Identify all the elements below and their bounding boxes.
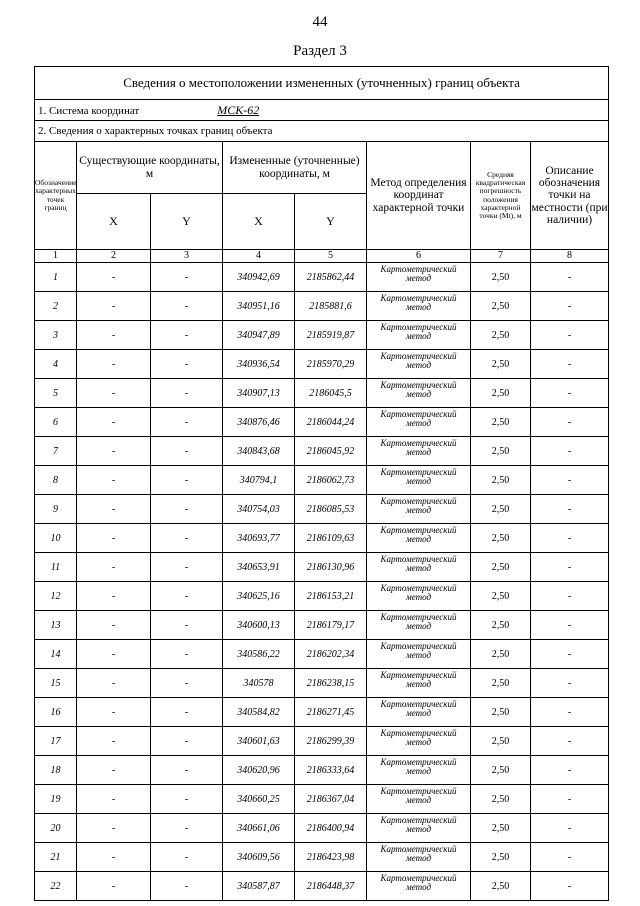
- changed-x-value: 340754,03: [223, 495, 295, 524]
- changed-y-value: 2186238,15: [295, 669, 367, 698]
- column-number: 1: [35, 250, 77, 263]
- description-value: -: [531, 872, 609, 901]
- changed-y-value: 2186423,98: [295, 843, 367, 872]
- method-value: [367, 669, 471, 698]
- method-line-1: Картометрический: [380, 641, 457, 651]
- header-changed-coords: Измененные (уточненные) координаты, м: [223, 142, 367, 194]
- changed-y-value: 2185919,87: [295, 321, 367, 350]
- changed-x-value: 340586,22: [223, 640, 295, 669]
- changed-x-value: 340693,77: [223, 524, 295, 553]
- description-value: -: [531, 350, 609, 379]
- header-existing-coords: Существующие координаты, м: [77, 142, 223, 194]
- point-number: 8: [35, 466, 77, 495]
- changed-y-value: 2186271,45: [295, 698, 367, 727]
- changed-y-value: 2186367,04: [295, 785, 367, 814]
- method-line-1: Картометрический: [380, 293, 457, 303]
- header-description: Описание обозначения точки на местности (при наличии): [531, 142, 609, 250]
- table-row: [35, 640, 609, 669]
- method-line-1: Картометрический: [380, 264, 457, 274]
- column-number: 7: [471, 250, 531, 263]
- existing-x-value: -: [77, 669, 151, 698]
- boundary-points-table: [34, 66, 609, 901]
- point-number: 20: [35, 814, 77, 843]
- coordinate-system-label: 1. Система координат: [38, 104, 140, 117]
- existing-x-value: -: [77, 785, 151, 814]
- existing-y-value: -: [151, 292, 223, 321]
- method-line-1: Картометрический: [380, 351, 457, 361]
- table-row: [35, 466, 609, 495]
- method-line-2: метод: [405, 621, 432, 631]
- existing-x-value: -: [77, 698, 151, 727]
- accuracy-value: 2,50: [471, 669, 531, 698]
- changed-x-value: 340609,56: [223, 843, 295, 872]
- accuracy-value: 2,50: [471, 785, 531, 814]
- method-line-1: Картометрический: [380, 554, 457, 564]
- point-number: 17: [35, 727, 77, 756]
- description-value: -: [531, 466, 609, 495]
- changed-x-value: 340578: [223, 669, 295, 698]
- table-row: [35, 263, 609, 292]
- table-row: [35, 872, 609, 901]
- header-existing-y: Y: [151, 194, 223, 250]
- existing-y-value: -: [151, 756, 223, 785]
- table-row: [35, 756, 609, 785]
- existing-y-value: -: [151, 727, 223, 756]
- description-value: -: [531, 437, 609, 466]
- point-number: 9: [35, 495, 77, 524]
- changed-y-value: 2186130,96: [295, 553, 367, 582]
- column-number: 3: [151, 250, 223, 263]
- existing-y-value: -: [151, 785, 223, 814]
- method-value: [367, 321, 471, 350]
- accuracy-value: 2,50: [471, 350, 531, 379]
- existing-x-value: -: [77, 640, 151, 669]
- table-row: [35, 524, 609, 553]
- section-title: Раздел 3: [293, 43, 347, 59]
- description-value: -: [531, 843, 609, 872]
- page-number: 44: [312, 14, 328, 30]
- existing-y-value: -: [151, 263, 223, 292]
- point-number: 3: [35, 321, 77, 350]
- method-value: [367, 640, 471, 669]
- existing-y-value: -: [151, 843, 223, 872]
- accuracy-value: 2,50: [471, 466, 531, 495]
- accuracy-value: 2,50: [471, 727, 531, 756]
- accuracy-value: 2,50: [471, 640, 531, 669]
- method-line-2: метод: [405, 331, 432, 341]
- method-value: [367, 466, 471, 495]
- existing-y-value: -: [151, 611, 223, 640]
- method-line-2: метод: [405, 505, 432, 515]
- accuracy-value: 2,50: [471, 263, 531, 292]
- changed-y-value: 2186179,17: [295, 611, 367, 640]
- column-number: 6: [367, 250, 471, 263]
- method-line-1: Картометрический: [380, 496, 457, 506]
- description-value: -: [531, 756, 609, 785]
- changed-x-value: 340942,69: [223, 263, 295, 292]
- existing-x-value: -: [77, 321, 151, 350]
- table-row: [35, 379, 609, 408]
- point-number: 18: [35, 756, 77, 785]
- table-row: [35, 785, 609, 814]
- existing-x-value: -: [77, 466, 151, 495]
- changed-y-value: 2186045,5: [295, 379, 367, 408]
- method-value: [367, 727, 471, 756]
- changed-x-value: 340843,68: [223, 437, 295, 466]
- accuracy-value: 2,50: [471, 814, 531, 843]
- changed-y-value: 2185862,44: [295, 263, 367, 292]
- changed-y-value: 2186085,53: [295, 495, 367, 524]
- method-value: [367, 611, 471, 640]
- accuracy-value: 2,50: [471, 495, 531, 524]
- accuracy-value: 2,50: [471, 524, 531, 553]
- changed-y-value: 2186299,39: [295, 727, 367, 756]
- point-number: 15: [35, 669, 77, 698]
- method-line-1: Картометрический: [380, 873, 457, 883]
- existing-y-value: -: [151, 814, 223, 843]
- accuracy-value: 2,50: [471, 843, 531, 872]
- method-value: [367, 872, 471, 901]
- description-value: -: [531, 785, 609, 814]
- method-line-2: метод: [405, 389, 432, 399]
- method-value: [367, 292, 471, 321]
- changed-x-value: 340601,63: [223, 727, 295, 756]
- method-value: [367, 814, 471, 843]
- accuracy-value: 2,50: [471, 756, 531, 785]
- method-line-2: метод: [405, 650, 432, 660]
- header-accuracy: Средняя квадратическая погрешность положения характерной точки (Mt), м: [471, 142, 531, 250]
- changed-y-value: 2186448,37: [295, 872, 367, 901]
- method-value: [367, 582, 471, 611]
- existing-x-value: -: [77, 292, 151, 321]
- method-line-2: метод: [405, 534, 432, 544]
- coordinate-system-value: МСК-62: [217, 102, 260, 117]
- existing-x-value: -: [77, 872, 151, 901]
- header-point-designation: Обозначение характерных точек границ: [35, 142, 77, 250]
- existing-x-value: -: [77, 524, 151, 553]
- method-line-1: Картометрический: [380, 409, 457, 419]
- method-line-1: Картометрический: [380, 815, 457, 825]
- existing-y-value: -: [151, 669, 223, 698]
- table-row: [35, 582, 609, 611]
- description-value: -: [531, 408, 609, 437]
- existing-x-value: -: [77, 437, 151, 466]
- changed-y-value: 2186153,21: [295, 582, 367, 611]
- method-line-2: метод: [405, 679, 432, 689]
- point-number: 13: [35, 611, 77, 640]
- point-number: 16: [35, 698, 77, 727]
- description-value: -: [531, 292, 609, 321]
- existing-y-value: -: [151, 408, 223, 437]
- existing-y-value: -: [151, 872, 223, 901]
- description-value: -: [531, 321, 609, 350]
- method-line-2: метод: [405, 766, 432, 776]
- description-value: -: [531, 640, 609, 669]
- coordinate-system-row: [35, 100, 609, 121]
- table-row: [35, 843, 609, 872]
- description-value: -: [531, 814, 609, 843]
- changed-x-value: 340794,1: [223, 466, 295, 495]
- existing-y-value: -: [151, 437, 223, 466]
- existing-y-value: -: [151, 495, 223, 524]
- column-number: 4: [223, 250, 295, 263]
- method-line-2: метод: [405, 447, 432, 457]
- table-row: [35, 495, 609, 524]
- existing-x-value: -: [77, 553, 151, 582]
- table-row: [35, 292, 609, 321]
- accuracy-value: 2,50: [471, 321, 531, 350]
- point-number: 11: [35, 553, 77, 582]
- method-line-1: Картометрический: [380, 786, 457, 796]
- existing-y-value: -: [151, 524, 223, 553]
- point-number: 19: [35, 785, 77, 814]
- method-line-1: Картометрический: [380, 844, 457, 854]
- existing-y-value: -: [151, 640, 223, 669]
- description-value: -: [531, 495, 609, 524]
- method-line-1: Картометрический: [380, 757, 457, 767]
- description-value: -: [531, 553, 609, 582]
- changed-x-value: 340653,91: [223, 553, 295, 582]
- existing-y-value: -: [151, 466, 223, 495]
- method-line-1: Картометрический: [380, 670, 457, 680]
- column-number: 2: [77, 250, 151, 263]
- method-line-2: метод: [405, 737, 432, 747]
- point-number: 14: [35, 640, 77, 669]
- table-row: [35, 814, 609, 843]
- table-row: [35, 408, 609, 437]
- point-number: 1: [35, 263, 77, 292]
- changed-x-value: 340600,13: [223, 611, 295, 640]
- method-line-2: метод: [405, 360, 432, 370]
- header-changed-x: X: [223, 194, 295, 250]
- table-row: [35, 350, 609, 379]
- changed-y-value: 2186044,24: [295, 408, 367, 437]
- method-value: [367, 785, 471, 814]
- changed-x-value: 340876,46: [223, 408, 295, 437]
- point-number: 6: [35, 408, 77, 437]
- changed-x-value: 340587,87: [223, 872, 295, 901]
- method-value: [367, 756, 471, 785]
- changed-y-value: 2186400,94: [295, 814, 367, 843]
- method-value: [367, 408, 471, 437]
- method-value: [367, 350, 471, 379]
- existing-x-value: -: [77, 814, 151, 843]
- point-number: 12: [35, 582, 77, 611]
- method-value: [367, 263, 471, 292]
- table-row: [35, 611, 609, 640]
- changed-y-value: 2186202,34: [295, 640, 367, 669]
- point-number: 10: [35, 524, 77, 553]
- existing-x-value: -: [77, 495, 151, 524]
- method-line-2: метод: [405, 302, 432, 312]
- method-value: [367, 843, 471, 872]
- accuracy-value: 2,50: [471, 553, 531, 582]
- description-value: -: [531, 669, 609, 698]
- existing-x-value: -: [77, 350, 151, 379]
- existing-y-value: -: [151, 698, 223, 727]
- accuracy-value: 2,50: [471, 611, 531, 640]
- existing-x-value: -: [77, 263, 151, 292]
- method-value: [367, 379, 471, 408]
- existing-y-value: -: [151, 379, 223, 408]
- changed-y-value: 2186045,92: [295, 437, 367, 466]
- point-number: 22: [35, 872, 77, 901]
- table-row: [35, 553, 609, 582]
- method-line-2: метод: [405, 795, 432, 805]
- existing-x-value: -: [77, 582, 151, 611]
- method-line-2: метод: [405, 882, 432, 892]
- accuracy-value: 2,50: [471, 698, 531, 727]
- description-value: -: [531, 611, 609, 640]
- changed-x-value: 340625,16: [223, 582, 295, 611]
- changed-x-value: 340584,82: [223, 698, 295, 727]
- changed-y-value: 2186062,73: [295, 466, 367, 495]
- column-number: 5: [295, 250, 367, 263]
- method-line-2: метод: [405, 853, 432, 863]
- accuracy-value: 2,50: [471, 437, 531, 466]
- method-line-2: метод: [405, 708, 432, 718]
- table-row: [35, 669, 609, 698]
- description-value: -: [531, 582, 609, 611]
- method-line-2: метод: [405, 418, 432, 428]
- changed-x-value: 340947,89: [223, 321, 295, 350]
- changed-x-value: 340907,13: [223, 379, 295, 408]
- table-title: Сведения о местоположении измененных (уточненных) границ объекта: [35, 67, 609, 100]
- point-number: 5: [35, 379, 77, 408]
- description-value: -: [531, 379, 609, 408]
- header-existing-x: X: [77, 194, 151, 250]
- accuracy-value: 2,50: [471, 408, 531, 437]
- method-line-1: Картометрический: [380, 322, 457, 332]
- changed-x-value: 340620,96: [223, 756, 295, 785]
- method-line-1: Картометрический: [380, 699, 457, 709]
- method-value: [367, 524, 471, 553]
- method-line-1: Картометрический: [380, 380, 457, 390]
- changed-y-value: 2186109,63: [295, 524, 367, 553]
- description-value: -: [531, 263, 609, 292]
- accuracy-value: 2,50: [471, 582, 531, 611]
- point-number: 2: [35, 292, 77, 321]
- method-line-2: метод: [405, 824, 432, 834]
- method-value: [367, 698, 471, 727]
- changed-x-value: 340661,06: [223, 814, 295, 843]
- method-line-1: Картометрический: [380, 467, 457, 477]
- header-method: Метод определения координат характерной точки: [367, 142, 471, 250]
- existing-x-value: -: [77, 843, 151, 872]
- method-value: [367, 495, 471, 524]
- point-number: 4: [35, 350, 77, 379]
- method-line-2: метод: [405, 273, 432, 283]
- table-row: [35, 727, 609, 756]
- column-numbers-row: [35, 250, 609, 263]
- method-line-1: Картометрический: [380, 438, 457, 448]
- method-line-1: Картометрический: [380, 583, 457, 593]
- existing-y-value: -: [151, 350, 223, 379]
- table-row: [35, 321, 609, 350]
- changed-x-value: 340936,54: [223, 350, 295, 379]
- description-value: -: [531, 524, 609, 553]
- method-value: [367, 553, 471, 582]
- accuracy-value: 2,50: [471, 379, 531, 408]
- method-line-1: Картометрический: [380, 612, 457, 622]
- method-line-2: метод: [405, 592, 432, 602]
- header-changed-y: Y: [295, 194, 367, 250]
- method-line-2: метод: [405, 476, 432, 486]
- changed-y-value: 2185970,29: [295, 350, 367, 379]
- method-line-1: Картометрический: [380, 525, 457, 535]
- existing-y-value: -: [151, 553, 223, 582]
- changed-y-value: 2186333,64: [295, 756, 367, 785]
- existing-x-value: -: [77, 727, 151, 756]
- existing-x-value: -: [77, 408, 151, 437]
- changed-y-value: 2185881,6: [295, 292, 367, 321]
- description-value: -: [531, 698, 609, 727]
- table-row: [35, 437, 609, 466]
- existing-x-value: -: [77, 611, 151, 640]
- method-line-2: метод: [405, 563, 432, 573]
- existing-x-value: -: [77, 756, 151, 785]
- accuracy-value: 2,50: [471, 872, 531, 901]
- point-number: 21: [35, 843, 77, 872]
- changed-x-value: 340951,16: [223, 292, 295, 321]
- existing-y-value: -: [151, 321, 223, 350]
- points-section-label: 2. Сведения о характерных точках границ объекта: [35, 121, 609, 142]
- description-value: -: [531, 727, 609, 756]
- point-number: 7: [35, 437, 77, 466]
- column-number: 8: [531, 250, 609, 263]
- method-value: [367, 437, 471, 466]
- changed-x-value: 340660,25: [223, 785, 295, 814]
- table-row: [35, 698, 609, 727]
- method-line-1: Картометрический: [380, 728, 457, 738]
- accuracy-value: 2,50: [471, 292, 531, 321]
- existing-x-value: -: [77, 379, 151, 408]
- existing-y-value: -: [151, 582, 223, 611]
